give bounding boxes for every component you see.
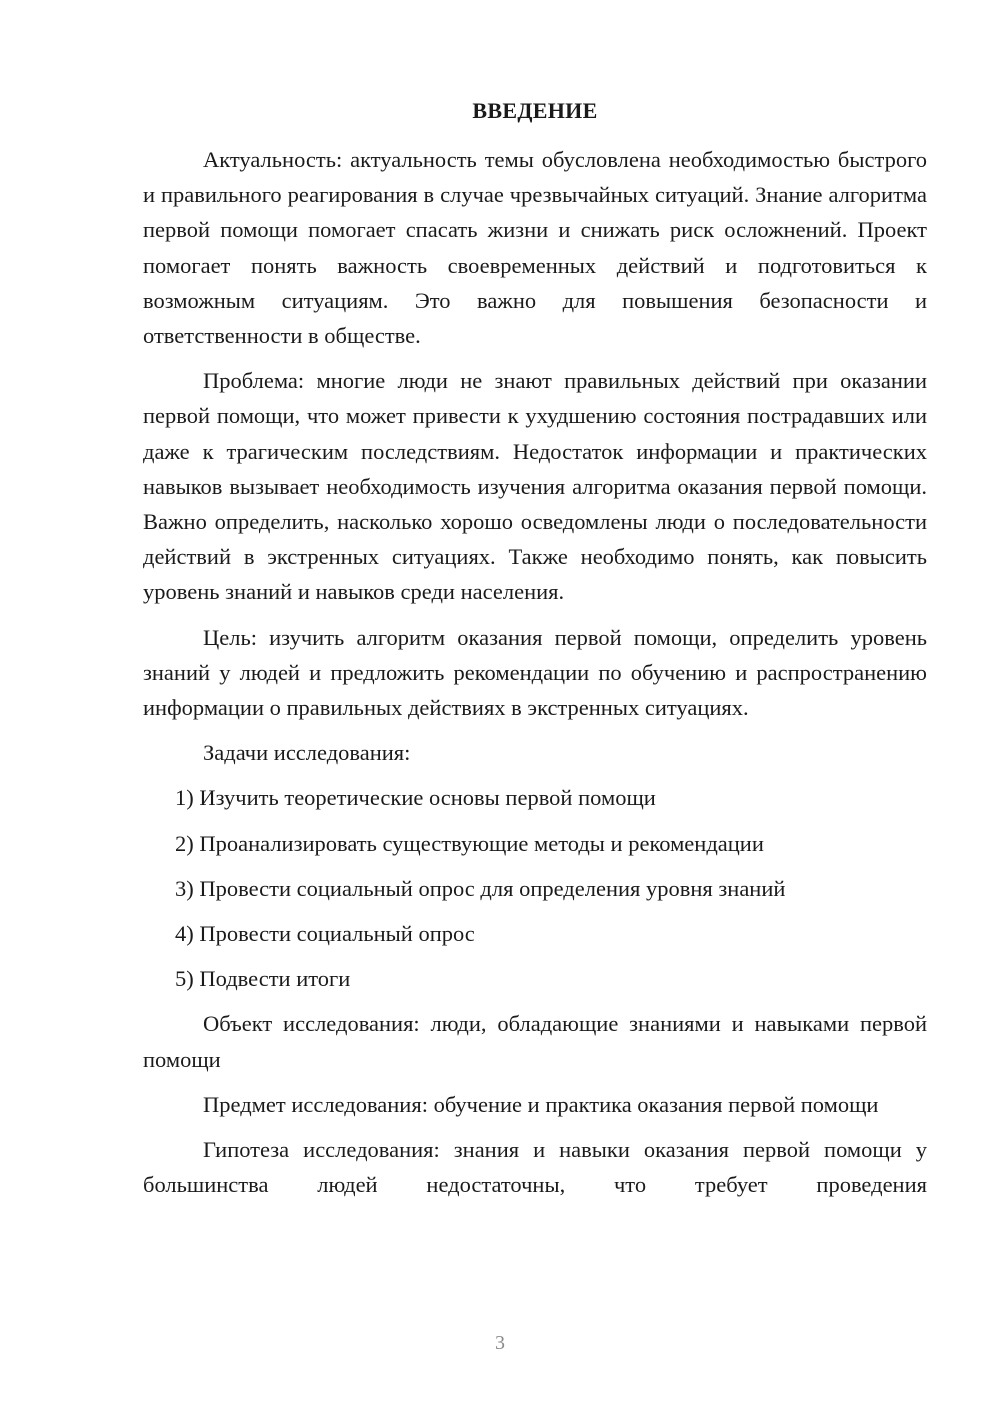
paragraph-subject: Предмет исследования: обучение и практика оказания первой помощи	[203, 1091, 879, 1117]
paragraph-goal: Цель: изучить алгоритм оказания первой помощи, определить уровень знаний у людей и предложить рекомендации по обучению и распространению информации о правильных действиях в экстренных ситуациях.	[143, 624, 927, 721]
paragraph-problem: Проблема: многие люди не знают правильных действий при оказании первой помощи, что может привести к ухудшению состояния пострадавших или даже к трагическим последствиям. Недостаток информации и практических навыков вызывает необходимость изучения алгоритма оказания первой помощи. Важно определить, насколько хорошо осведомлены люди о последовательности действий в экстренных ситуациях. Также необходимо понять, как повысить уровень знаний и навыков среди населения.	[143, 368, 927, 605]
task-item-1: 1) Изучить теоретические основы первой помощи	[175, 785, 656, 811]
tasks-heading: Задачи исследования:	[203, 740, 411, 766]
page-number: 3	[495, 1332, 505, 1354]
paragraph-relevance: Актуальность: актуальность темы обусловлена необходимостью быстрого и правильного реагирования в случае чрезвычайных ситуаций. Знание алгоритма первой помощи помогает спасать жизни и снижать риск осложнений. Проект помогает понять важность своевременных действий и подготовиться к возможным ситуациям. Это важно для повышения безопасности и ответственности в обществе.	[143, 147, 927, 349]
task-item-2: 2) Проанализировать существующие методы и рекомендации	[175, 830, 764, 856]
tasks-list	[143, 780, 927, 996]
page-title: ВВЕДЕНИЕ	[472, 98, 598, 123]
document-body	[143, 142, 927, 1202]
task-item-4: 4) Провести социальный опрос	[175, 921, 475, 947]
paragraph-hypothesis: Гипотеза исследования: знания и навыки оказания первой помощи у большинства людей недостаточны, что требует проведения	[143, 1137, 927, 1198]
task-item-5: 5) Подвести итоги	[175, 966, 351, 992]
paragraph-object: Объект исследования: люди, обладающие знаниями и навыками первой помощи	[143, 1011, 927, 1072]
task-item-3: 3) Провести социальный опрос для определения уровня знаний	[175, 875, 786, 901]
